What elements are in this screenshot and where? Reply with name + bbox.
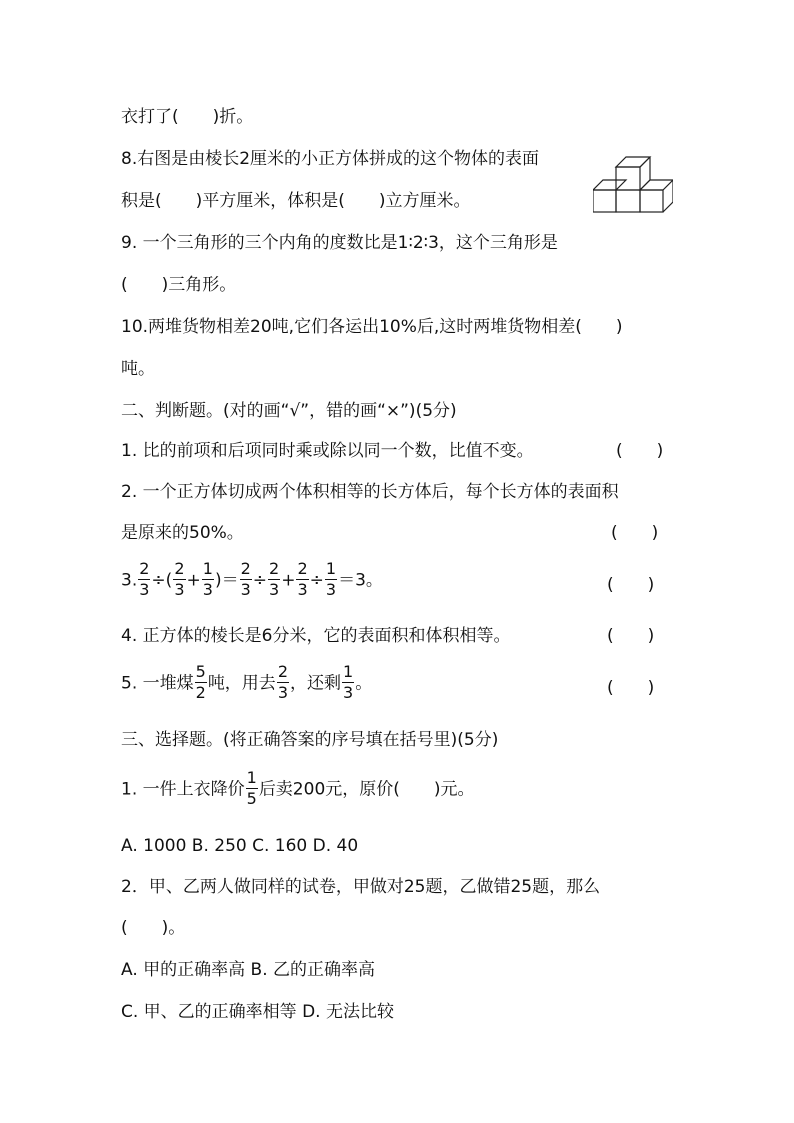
fraction-one-third: $\frac{1}{3}$ [325,559,337,599]
judge-q2-answer-paren: ( ) [611,523,659,543]
judge-q3-number: 3. [121,570,138,591]
judge-q5-text-b: 吨，用去 [207,673,276,694]
fraction-one-fifth: $\frac{1}{5}$ [246,768,257,808]
choice-q2-line2: ( )。 [121,918,186,938]
choice-q1-options: A. 1000 B. 250 C. 160 D. 40 [121,836,359,856]
judge-q5-text-c: ，还剩 [290,673,341,694]
divide-sign: ÷ [309,570,324,591]
judge-q1: 1. 比的前项和后项同时乘或除以同一个数，比值不变。 [121,441,534,461]
q8-line2: 积是( )平方厘米，体积是( )立方厘米。 [121,191,471,211]
section2-title: 二、判断题。(对的画“√”，错的画“×”)(5分) [121,401,457,421]
divide-sign: ÷ [151,570,166,591]
judge-q2-line1: 2. 一个正方体切成两个体积相等的长方体后，每个长方体的表面积 [121,482,619,502]
fraction-two-thirds: $\frac{2}{3}$ [139,559,150,599]
divide-sign: ÷ [252,570,268,591]
plus-sign: + [186,570,201,591]
fraction-two-thirds: $\frac{2}{3}$ [277,662,288,702]
choice-q2-line1: 2．甲、乙两人做同样的试卷，甲做对25题，乙做错25题，那么 [121,877,601,897]
right-paren-equals: )＝ [214,570,239,591]
judge-q5-answer-paren: ( ) [607,678,655,698]
cube-stack-figure [593,155,673,213]
left-paren: ( [165,570,173,591]
choice-q2-options-1: A. 甲的正确率高 B. 乙的正确率高 [121,960,376,980]
judge-q4-answer-paren: ( ) [607,626,655,646]
fraction-two-thirds: $\frac{2}{3}$ [240,559,251,599]
section3-title: 三、选择题。(将正确答案的序号填在括号里)(5分) [121,730,499,750]
q10-line2: 吨。 [121,359,155,379]
q10-line1: 10.两堆货物相差20吨,它们各运出10%后,这时两堆货物相差( ) [121,317,623,337]
judge-q1-answer-paren: ( ) [616,441,664,461]
judge-q2-line2: 是原来的50%。 [121,523,244,543]
choice-q1 [121,768,475,808]
fraction-two-thirds: $\frac{2}{3}$ [174,559,185,599]
fraction-five-halves: $\frac{5}{2}$ [195,662,206,702]
judge-q5-text-a: 5. 一堆煤 [121,673,194,694]
judge-q5-text-d: 。 [355,673,373,694]
choice-q1-text-b: 后卖200元，原价( )元。 [258,779,475,800]
fraction-one-third: $\frac{1}{3}$ [202,559,213,599]
q8-line1: 8.右图是由棱长2厘米的小正方体拼成的这个物体的表面 [121,149,540,169]
plus-sign: + [281,570,296,591]
judge-q4: 4. 正方体的棱长是6分米，它的表面积和体积相等。 [121,626,511,646]
choice-q2-options-2: C. 甲、乙的正确率相等 D. 无法比较 [121,1002,394,1022]
judge-q5 [121,662,373,702]
q9-line2: ( )三角形。 [121,275,237,295]
equals-three: ＝3。 [338,570,383,591]
fraction-two-thirds: $\frac{2}{3}$ [297,559,308,599]
fraction-two-thirds: $\frac{2}{3}$ [269,559,280,599]
q9-line1: 9. 一个三角形的三个内角的度数比是1∶2∶3，这个三角形是 [121,233,558,253]
judge-q3-answer-paren: ( ) [607,575,655,595]
choice-q1-text-a: 1. 一件上衣降价 [121,779,245,800]
fraction-one-third: $\frac{1}{3}$ [343,662,354,702]
judge-q3-equation [121,559,383,599]
q7-continuation: 衣打了( )折。 [121,107,254,127]
